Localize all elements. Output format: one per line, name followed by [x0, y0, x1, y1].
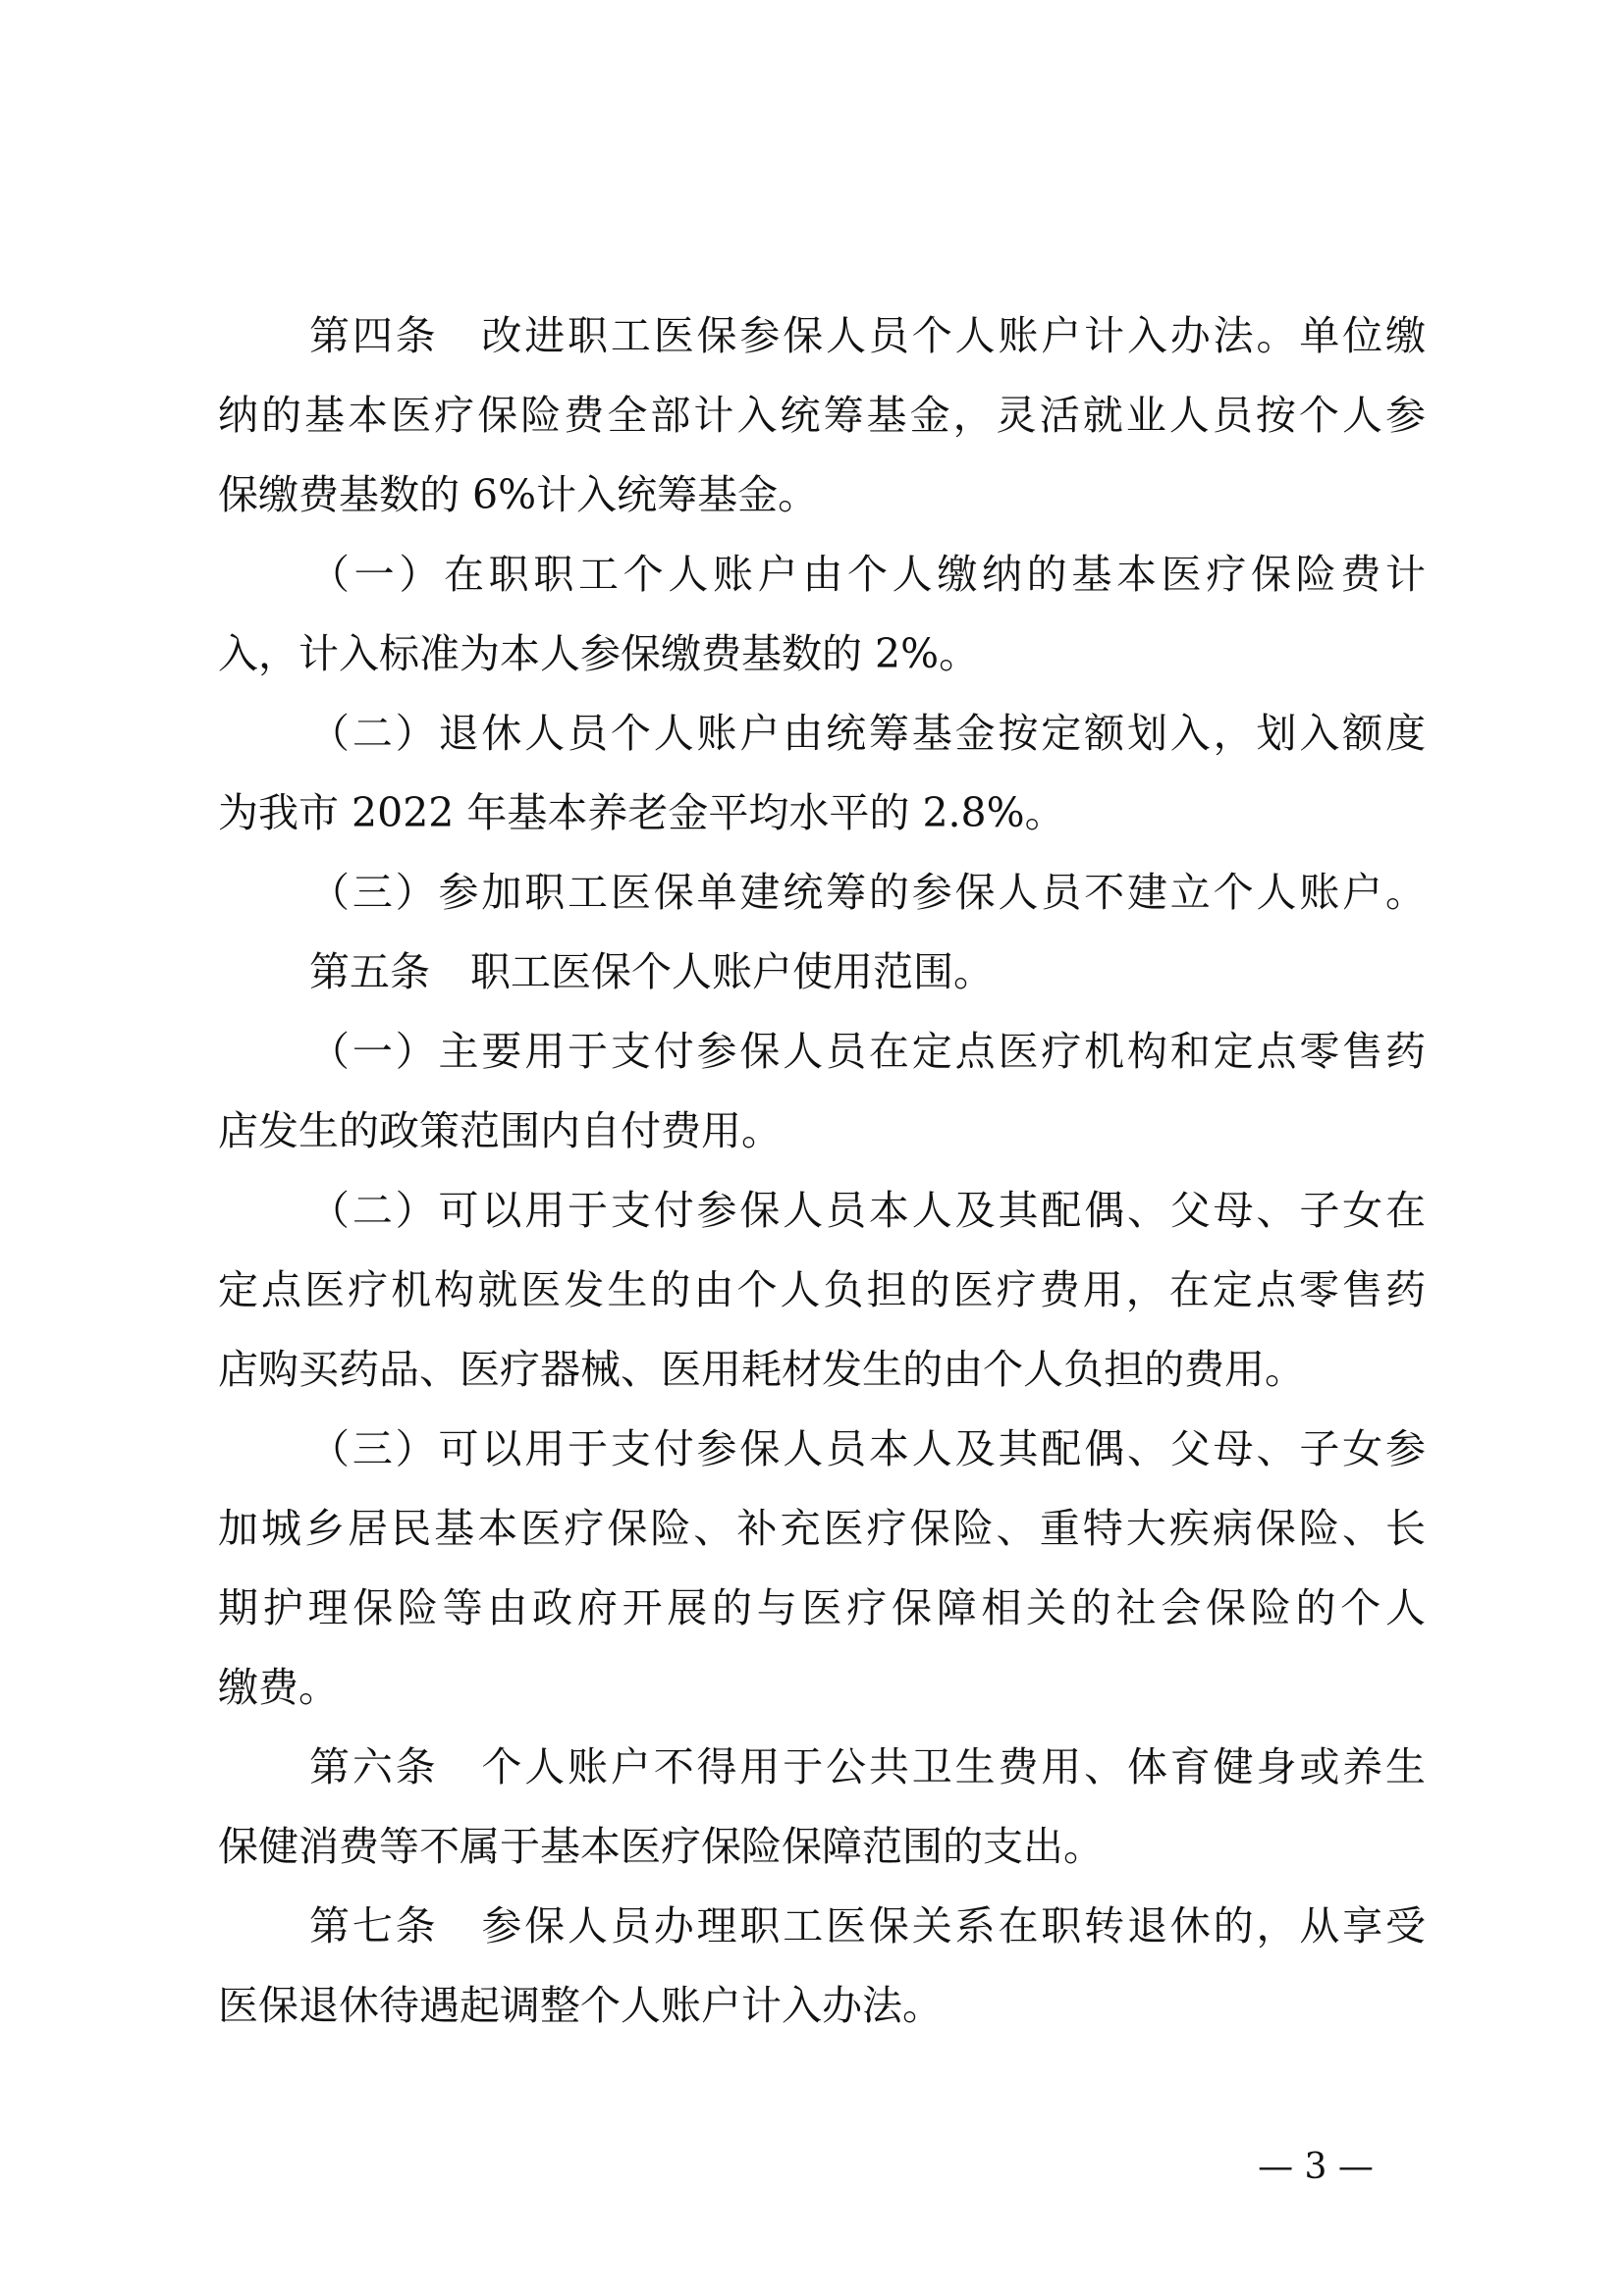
article-4-item-2-line-2: 为我市 2022 年基本养老金平均水平的 2.8%。	[218, 789, 1065, 836]
article-4-item-1-line-1: （一）在职职工个人账户由个人缴纳的基本医疗保险费计	[309, 551, 1426, 598]
article-4-item-1-line-2: 入，计入标准为本人参保缴费基数的 2%。	[218, 630, 980, 677]
article-5-heading: 第五条 职工医保个人账户使用范围。	[309, 948, 994, 995]
article-5-item-3-line-2: 加城乡居民基本医疗保险、补充医疗保险、重特大疾病保险、长	[218, 1505, 1426, 1552]
article-7-line-2: 医保退休待遇起调整个人账户计入办法。	[218, 1982, 943, 2029]
article-5-item-2-line-2: 定点医疗机构就医发生的由个人负担的医疗费用，在定点零售药	[218, 1266, 1426, 1313]
article-4-line-1: 第四条 改进职工医保参保人员个人账户计入办法。单位缴	[309, 312, 1426, 359]
article-4-line-2: 纳的基本医疗保险费全部计入统筹基金，灵活就业人员按个人参	[218, 392, 1426, 439]
article-5-item-3-line-1: （三）可以用于支付参保人员本人及其配偶、父母、子女参	[309, 1425, 1426, 1472]
article-5-item-1-line-2: 店发生的政策范围内自付费用。	[218, 1107, 782, 1154]
article-5-item-2-line-1: （二）可以用于支付参保人员本人及其配偶、父母、子女在	[309, 1187, 1426, 1234]
article-4-line-3: 保缴费基数的 6%计入统筹基金。	[218, 471, 819, 518]
page-number: — 3 —	[1258, 2147, 1374, 2187]
article-5-item-3-line-4: 缴费。	[218, 1664, 339, 1711]
article-7-line-1: 第七条 参保人员办理职工医保关系在职转退休的，从享受	[309, 1902, 1426, 1949]
article-6-line-2: 保健消费等不属于基本医疗保险保障范围的支出。	[218, 1823, 1104, 1870]
article-5-item-1-line-1: （一）主要用于支付参保人员在定点医疗机构和定点零售药	[309, 1028, 1426, 1075]
article-4-item-2-line-1: （二）退休人员个人账户由统筹基金按定额划入，划入额度	[309, 710, 1426, 757]
article-6-line-1: 第六条 个人账户不得用于公共卫生费用、体育健身或养生	[309, 1743, 1426, 1790]
article-5-item-2-line-3: 店购买药品、医疗器械、医用耗材发生的由个人负担的费用。	[218, 1346, 1305, 1393]
article-5-item-3-line-3: 期护理保险等由政府开展的与医疗保障相关的社会保险的个人	[218, 1584, 1426, 1631]
article-4-item-3-line-1: （三）参加职工医保单建统筹的参保人员不建立个人账户。	[309, 869, 1426, 916]
